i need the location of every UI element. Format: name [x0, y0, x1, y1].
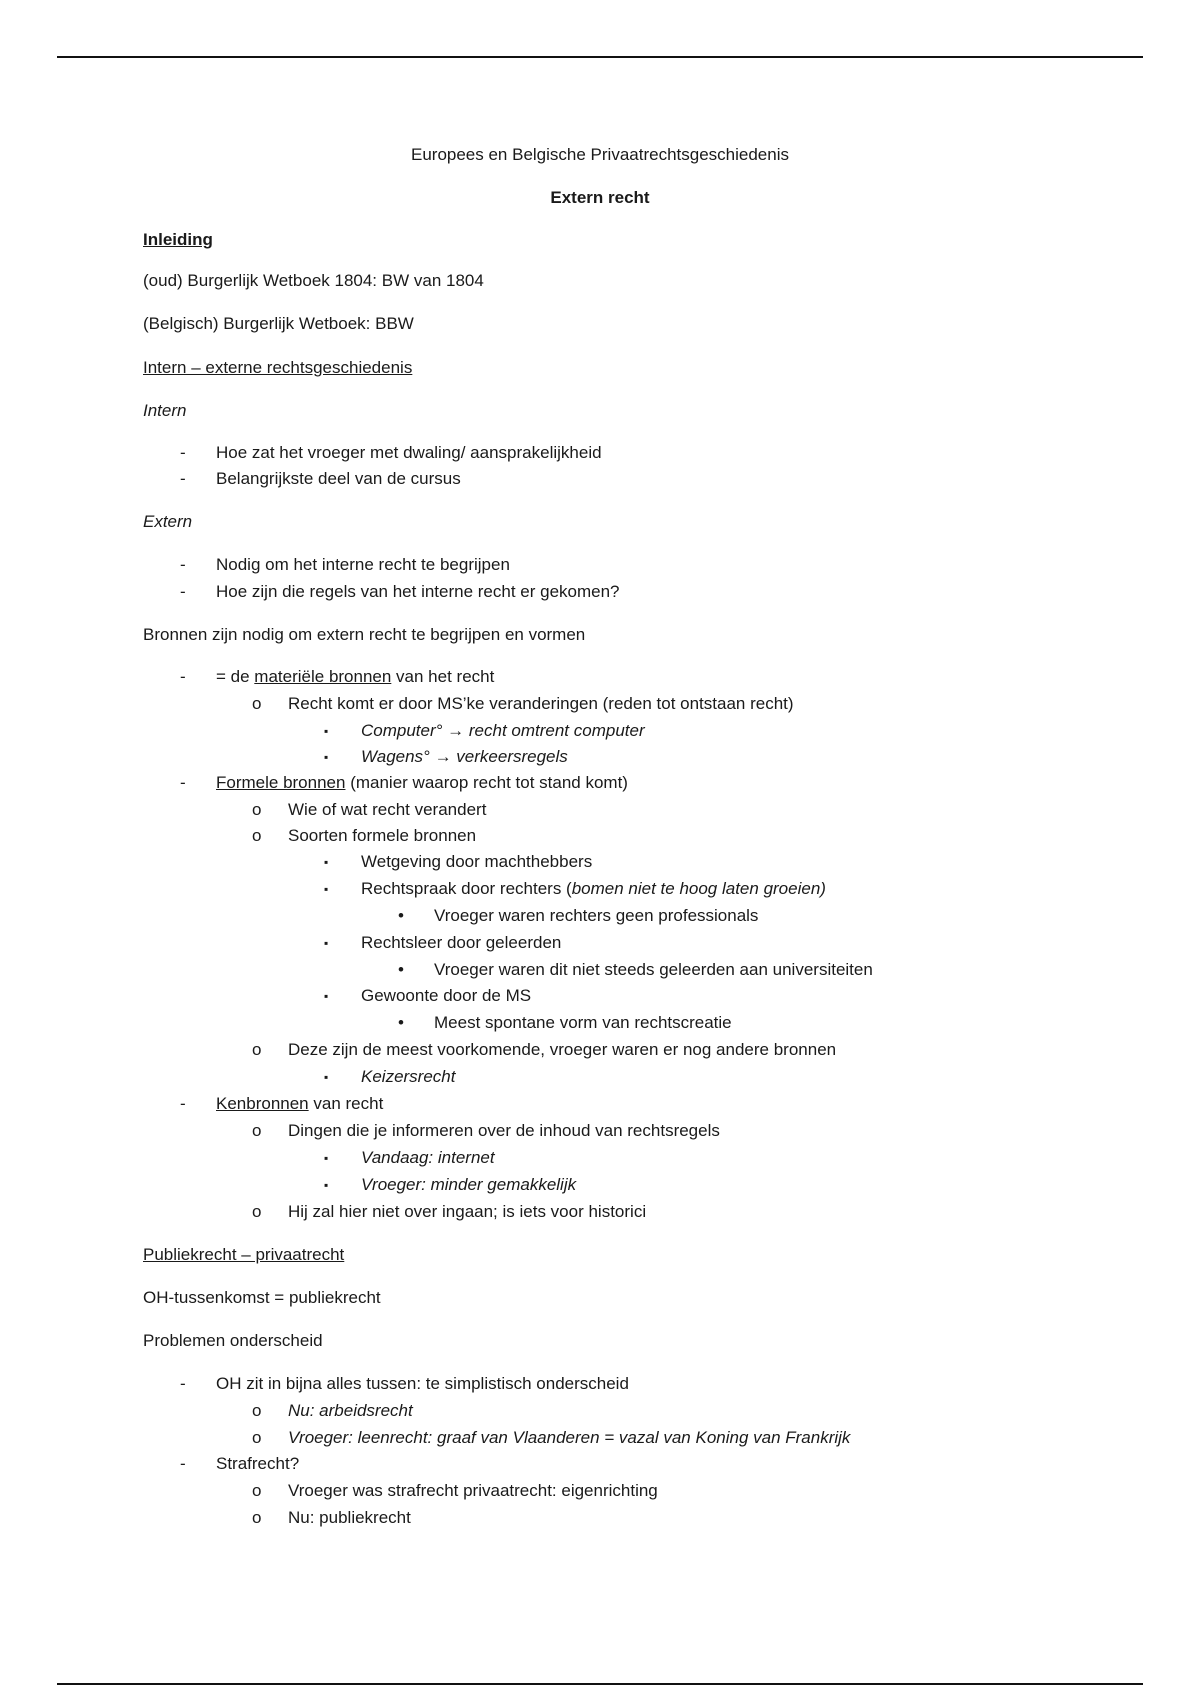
- text-segment: Keizersrecht: [361, 1067, 456, 1086]
- line-text: [143, 1245, 344, 1265]
- bullet-marker: ▪: [324, 855, 329, 869]
- line-text: [288, 1401, 413, 1421]
- document-title: Europees en Belgische Privaatrechtsgeschiedenis: [410, 145, 789, 164]
- text-segment: van recht: [308, 1094, 384, 1113]
- line-text: [361, 933, 561, 953]
- bullet-marker: o: [252, 694, 262, 713]
- line-text: [143, 512, 192, 532]
- text-segment: (oud) Burgerlijk Wetboek 1804: BW van 1804: [143, 271, 484, 290]
- line-text: [143, 1331, 323, 1351]
- text-segment: Dingen die je informeren over de inhoud van rechtsregels: [288, 1121, 720, 1140]
- line-text: [361, 879, 826, 899]
- document-subtitle: Extern recht: [550, 188, 650, 207]
- text-segment: Hoe zat het vroeger met dwaling/ aansprakelijkheid: [216, 443, 602, 462]
- line-text: [143, 271, 484, 291]
- text-segment: Bronnen zijn nodig om extern recht te begrijpen en vormen: [143, 625, 586, 644]
- line-text: [216, 1454, 299, 1474]
- bullet-marker: o: [252, 826, 262, 845]
- line-text: [288, 1202, 646, 1222]
- text-segment: Strafrecht?: [216, 1454, 300, 1473]
- bullet-marker: -: [180, 469, 186, 488]
- line-text: [143, 625, 585, 645]
- text-segment: Wagens° → verkeersregels: [361, 747, 568, 766]
- line-text: [216, 443, 602, 463]
- line-text: [361, 721, 645, 741]
- line-text: [288, 800, 486, 820]
- text-segment: Publiekrecht – privaatrecht: [143, 1245, 345, 1264]
- bullet-marker: o: [252, 800, 262, 819]
- bullet-marker: o: [252, 1428, 262, 1447]
- text-segment: Problemen onderscheid: [143, 1331, 323, 1350]
- bullet-marker: ▪: [324, 724, 329, 738]
- bullet-marker: -: [180, 443, 186, 462]
- bullet-marker: -: [180, 773, 186, 792]
- line-text: [288, 1121, 720, 1141]
- line-text: [216, 1094, 383, 1114]
- text-segment: Hij zal hier niet over ingaan; is iets voor historici: [288, 1202, 647, 1221]
- text-segment: Nu: arbeidsrecht: [288, 1401, 413, 1420]
- line-text: [143, 401, 186, 421]
- line-text: [288, 1508, 411, 1528]
- text-segment: OH zit in bijna alles tussen: te simplistisch onderscheid: [216, 1374, 629, 1393]
- text-segment: Vroeger: leenrecht: graaf van Vlaanderen = vazal van Koning van Frankrijk: [288, 1428, 851, 1447]
- line-text: [216, 667, 494, 687]
- bullet-marker: -: [180, 1094, 186, 1113]
- bullet-marker: -: [180, 1374, 186, 1393]
- text-segment: Extern: [143, 512, 193, 531]
- line-text: [216, 582, 620, 602]
- text-segment: Rechtsleer door geleerden: [361, 933, 562, 952]
- bullet-marker: ▪: [324, 936, 329, 950]
- text-segment: Belangrijkste deel van de cursus: [216, 469, 461, 488]
- bullet-marker: o: [252, 1121, 262, 1140]
- line-text: [361, 1067, 455, 1087]
- text-segment: Intern: [143, 401, 187, 420]
- text-segment: Vroeger waren rechters geen professionals: [434, 906, 759, 925]
- text-segment: Recht komt er door MS’ke veranderingen (reden tot ontstaan recht): [288, 694, 794, 713]
- text-segment: Gewoonte door de MS: [361, 986, 532, 1005]
- line-text: [361, 852, 592, 872]
- text-segment: (manier waarop recht tot stand komt): [345, 773, 628, 792]
- bullet-marker: o: [252, 1508, 262, 1527]
- text-segment: materiële bronnen: [254, 667, 392, 686]
- text-segment: Soorten formele bronnen: [288, 826, 477, 845]
- bullet-marker: ▪: [324, 882, 329, 896]
- bottom-rule: [57, 1683, 1143, 1685]
- text-segment: Vroeger waren dit niet steeds geleerden aan universiteiten: [434, 960, 873, 979]
- top-rule: [57, 56, 1143, 58]
- text-segment: Wie of wat recht verandert: [288, 800, 487, 819]
- line-text: [361, 1148, 495, 1168]
- text-segment: Deze zijn de meest voorkomende, vroeger waren er nog andere bronnen: [288, 1040, 837, 1059]
- line-text: [216, 555, 510, 575]
- line-text: [288, 1428, 850, 1448]
- line-text: [216, 1374, 629, 1394]
- bullet-marker: o: [252, 1481, 262, 1500]
- line-text: [288, 1040, 836, 1060]
- text-segment: Rechtspraak door rechters (: [361, 879, 572, 898]
- bullet-marker: o: [252, 1040, 262, 1059]
- text-segment: Computer° → recht omtrent computer: [361, 721, 645, 740]
- bullet-marker: •: [398, 906, 404, 925]
- text-segment: Vroeger was strafrecht privaatrecht: eigenrichting: [288, 1481, 658, 1500]
- text-segment: = de: [216, 667, 255, 686]
- bullet-marker: •: [398, 960, 404, 979]
- line-text: [143, 358, 412, 378]
- text-segment: Hoe zijn die regels van het interne recht er gekomen?: [216, 582, 620, 601]
- bullet-marker: ▪: [324, 1178, 329, 1192]
- text-segment: Kenbronnen: [216, 1094, 309, 1113]
- line-text: [216, 469, 461, 489]
- text-segment: Vandaag: internet: [361, 1148, 495, 1167]
- line-text: [143, 314, 414, 334]
- bullet-marker: -: [180, 582, 186, 601]
- bullet-marker: -: [180, 555, 186, 574]
- bullet-marker: ▪: [324, 1070, 329, 1084]
- line-text: [143, 230, 213, 250]
- bullet-marker: -: [180, 667, 186, 686]
- bullet-marker: o: [252, 1401, 262, 1420]
- text-segment: Meest spontane vorm van rechtscreatie: [434, 1013, 732, 1032]
- line-text: [434, 906, 758, 926]
- line-text: [288, 826, 476, 846]
- text-segment: bomen niet te hoog laten groeien): [571, 879, 826, 898]
- line-text: [216, 773, 628, 793]
- line-text: [434, 960, 873, 980]
- text-segment: Inleiding: [143, 230, 213, 249]
- bullet-marker: o: [252, 1202, 262, 1221]
- bullet-marker: •: [398, 1013, 404, 1032]
- bullet-marker: ▪: [324, 1151, 329, 1165]
- text-segment: (Belgisch) Burgerlijk Wetboek: BBW: [143, 314, 414, 333]
- text-segment: Nodig om het interne recht te begrijpen: [216, 555, 510, 574]
- line-text: [143, 1288, 381, 1308]
- text-segment: van het recht: [391, 667, 495, 686]
- line-text: [361, 986, 531, 1006]
- line-text: [434, 1013, 732, 1033]
- line-text: [288, 694, 794, 714]
- text-segment: Vroeger: minder gemakkelijk: [361, 1175, 577, 1194]
- line-text: [361, 1175, 576, 1195]
- text-segment: OH-tussenkomst = publiekrecht: [143, 1288, 381, 1307]
- text-segment: Intern – externe rechtsgeschiedenis: [143, 358, 413, 377]
- line-text: [288, 1481, 658, 1501]
- bullet-marker: ▪: [324, 989, 329, 1003]
- text-segment: Formele bronnen: [216, 773, 346, 792]
- line-text: [361, 747, 568, 767]
- text-segment: Wetgeving door machthebbers: [361, 852, 593, 871]
- bullet-marker: ▪: [324, 750, 329, 764]
- bullet-marker: -: [180, 1454, 186, 1473]
- text-segment: Nu: publiekrecht: [288, 1508, 411, 1527]
